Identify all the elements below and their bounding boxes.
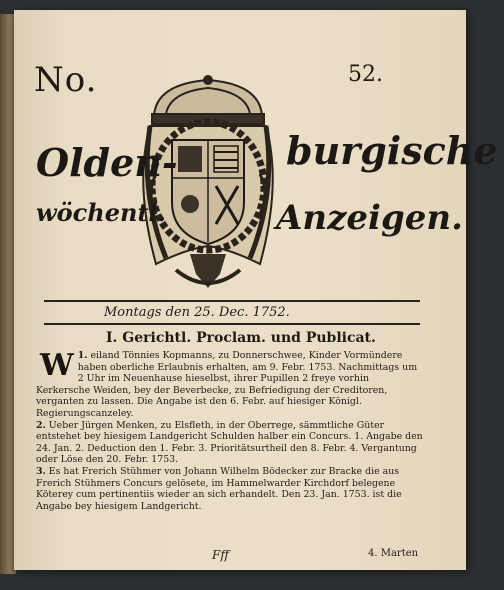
notices-body bbox=[36, 350, 424, 512]
notice-number: 2. bbox=[36, 419, 46, 431]
notice-text: Ueber Jürgen Menken, zu Elsfleth, in der Oberrege, sämmtliche Güter entstehet bey hiesigem Landgericht Schulden halber ein Concurs. 1. Angabe den 24. Jan. 2. Deduction den 1. Febr. 3. Prioritätsurtheil den 8. Febr. 4. Vergantung oder Löse den 20. Febr. 1753. bbox=[36, 419, 423, 466]
issue-number: 52. bbox=[348, 62, 383, 87]
notice-3 bbox=[36, 466, 424, 512]
dateline: Montags den 25. Dec. 1752. bbox=[104, 305, 290, 320]
masthead-rule-top bbox=[44, 300, 420, 302]
notice-text: Es hat Frerich Stühmer von Johann Wilhelm Bödecker zur Bracke die aus Frerich Stühmers Concurs gelösete, im Hammelwarder Kirchdorf belegene Köterey cum pertinentiis wieder an sich erhandelt. Den 23. Jan. 1753. ist die Angabe bey hiesigem Landgericht. bbox=[36, 465, 402, 512]
section-heading: I. Gerichtl. Proclam. und Publicat. bbox=[106, 330, 376, 346]
notice-number: 1. bbox=[77, 350, 88, 361]
signature-mark: Fff bbox=[212, 548, 229, 562]
notice-1 bbox=[36, 350, 424, 420]
notice-text: eiland Tönnies Kopmanns, zu Donnerschwee, Kinder Vormündere haben oberliche Erlaubnis erhalten, am 9. Febr. 1753. Nachmittags um 2 Uhr im Neuenhause hieselbst, ihrer Pupillen 2 freye vorhin Kerkersche Weiden, bey der Beverbecke, zu Befriedigung der Creditoren, verganten zu lassen. Die Angabe ist den 6. Febr. auf hiesiger Königl. Regierungscanzeley. bbox=[36, 350, 418, 419]
masthead-woechentl: wöchentl. bbox=[36, 198, 167, 227]
masthead-burgische: burgische bbox=[286, 128, 498, 173]
notice-2 bbox=[36, 420, 424, 466]
issue-number-label: No. bbox=[34, 60, 98, 100]
catchword: 4. Marten bbox=[368, 548, 419, 559]
newspaper-page bbox=[14, 10, 498, 570]
notice-number: 3. bbox=[36, 465, 46, 477]
masthead-olden: Olden- bbox=[36, 140, 178, 185]
drop-cap: W bbox=[40, 348, 74, 383]
masthead-rule-bottom bbox=[44, 323, 420, 325]
coat-of-arms-icon bbox=[126, 74, 291, 299]
masthead-anzeigen: Anzeigen. bbox=[276, 198, 463, 238]
